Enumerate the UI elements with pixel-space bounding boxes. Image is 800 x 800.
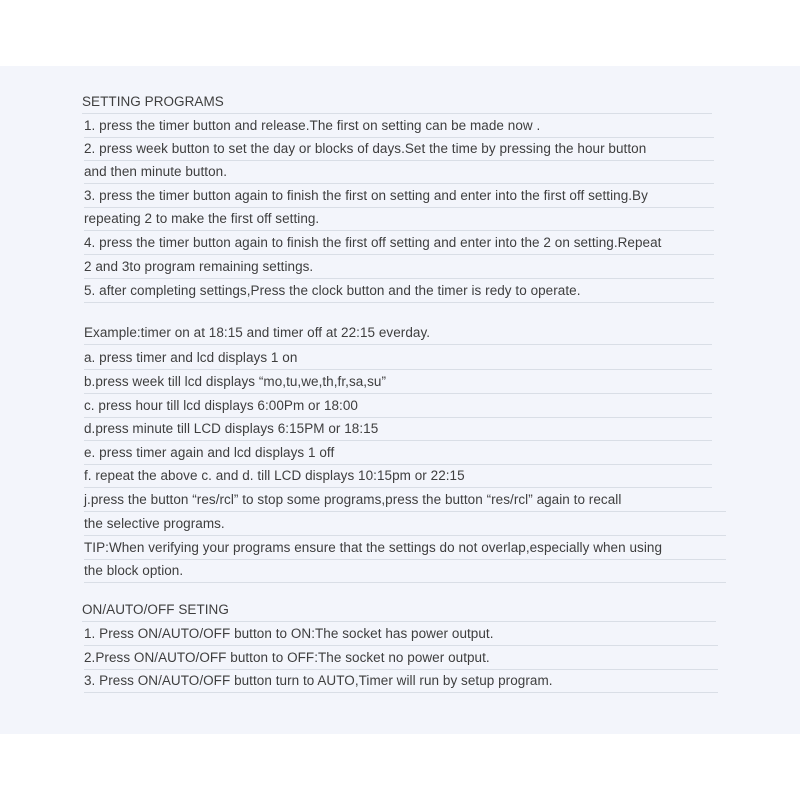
setting-step-3-cont: repeating 2 to make the first off setting. <box>84 207 714 231</box>
setting-step-4: 4. press the timer button again to finish the first off setting and enter into the 2 on setting.Repeat <box>84 231 714 255</box>
setting-step-3: 3. press the timer button again to finish the first on setting and enter into the first off setting.By <box>84 184 714 208</box>
section-title-setting-programs: SETTING PROGRAMS <box>82 90 712 114</box>
tip-text-cont: the block option. <box>84 559 726 583</box>
setting-step-2-cont: and then minute button. <box>84 160 714 184</box>
note-res-rcl: j.press the button “res/rcl” to stop some programs,press the button “res/rcl” again to recall <box>84 488 726 512</box>
example-title: Example:timer on at 18:15 and timer off at 22:15 everday. <box>84 321 712 345</box>
example-step-b: b.press week till lcd displays “mo,tu,we,th,fr,sa,su” <box>84 370 712 394</box>
note-res-rcl-cont: the selective programs. <box>84 512 726 536</box>
setting-step-5: 5. after completing settings,Press the clock button and the timer is redy to operate. <box>84 279 714 303</box>
section-title-on-auto-off: ON/AUTO/OFF SETING <box>82 598 716 622</box>
example-step-a: a. press timer and lcd displays 1 on <box>84 346 712 370</box>
on-auto-off-step-2: 2.Press ON/AUTO/OFF button to OFF:The socket no power output. <box>84 646 718 670</box>
setting-step-4-cont: 2 and 3to program remaining settings. <box>84 255 714 279</box>
setting-step-2: 2. press week button to set the day or blocks of days.Set the time by pressing the hour button <box>84 137 714 161</box>
setting-step-1: 1. press the timer button and release.The first on setting can be made now . <box>84 114 714 138</box>
example-step-d: d.press minute till LCD displays 6:15PM or 18:15 <box>84 417 712 441</box>
on-auto-off-step-3: 3. Press ON/AUTO/OFF button turn to AUTO,Timer will run by setup program. <box>84 669 718 693</box>
example-step-f: f. repeat the above c. and d. till LCD displays 10:15pm or 22:15 <box>84 464 712 488</box>
tip-text: TIP:When verifying your programs ensure that the settings do not overlap,especially when using <box>84 536 726 560</box>
on-auto-off-step-1: 1. Press ON/AUTO/OFF button to ON:The socket has power output. <box>84 622 718 646</box>
example-step-e: e. press timer again and lcd displays 1 off <box>84 441 712 465</box>
example-step-c: c. press hour till lcd displays 6:00Pm or 18:00 <box>84 394 712 418</box>
